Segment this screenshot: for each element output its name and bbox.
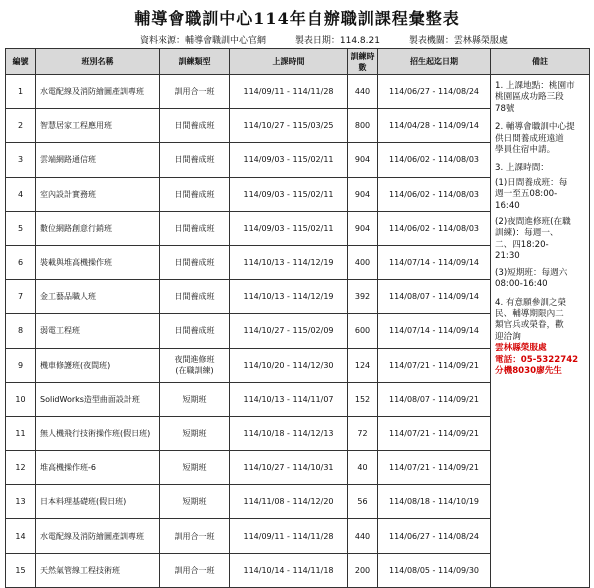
- cell-name: 金工藝品職人班: [36, 280, 160, 314]
- cell-type: 夜間進修班 (在職訓練): [160, 348, 230, 382]
- cell-signup: 114/06/27 - 114/08/24: [378, 75, 491, 109]
- cell-name: 機車修護班(夜間班): [36, 348, 160, 382]
- contact-office: 雲林縣榮服處: [495, 343, 547, 354]
- cell-type: 日間養成班: [160, 211, 230, 245]
- cell-signup: 114/06/27 - 114/08/24: [378, 519, 491, 553]
- cell-hours: 152: [348, 382, 378, 416]
- cell-no: 2: [6, 109, 36, 143]
- cell-hours: 904: [348, 177, 378, 211]
- cell-period: 114/10/13 - 114/12/19: [230, 245, 348, 279]
- cell-period: 114/10/13 - 114/11/07: [230, 382, 348, 416]
- cell-period: 114/11/08 - 114/12/20: [230, 485, 348, 519]
- cell-signup: 114/07/14 - 114/09/14: [378, 245, 491, 279]
- cell-no: 4: [6, 177, 36, 211]
- cell-no: 12: [6, 451, 36, 485]
- cell-hours: 72: [348, 416, 378, 450]
- cell-signup: 114/08/07 - 114/09/21: [378, 382, 491, 416]
- cell-no: 5: [6, 211, 36, 245]
- cell-signup: 114/06/02 - 114/08/03: [378, 211, 491, 245]
- cell-type: 日間養成班: [160, 314, 230, 348]
- cell-type: 訓用合一班: [160, 553, 230, 587]
- cell-name: SolidWorks造型曲面設計班: [36, 382, 160, 416]
- cell-signup: 114/07/21 - 114/09/21: [378, 348, 491, 382]
- contact-person: 分機8030廖先生: [495, 365, 562, 376]
- cell-period: 114/10/18 - 114/12/13: [230, 416, 348, 450]
- cell-hours: 800: [348, 109, 378, 143]
- cell-hours: 392: [348, 280, 378, 314]
- cell-name: 裝載與堆高機操作班: [36, 245, 160, 279]
- cell-type: 短期班: [160, 382, 230, 416]
- cell-period: 114/10/27 - 114/10/31: [230, 451, 348, 485]
- remark-3-1: (1)日間養成班：每 週一至五08:00- 16:40: [495, 177, 568, 211]
- cell-hours: 124: [348, 348, 378, 382]
- meta-line: [140, 33, 590, 46]
- cell-name: 無人機飛行技術操作班(假日班): [36, 416, 160, 450]
- cell-period: 114/09/03 - 115/02/11: [230, 177, 348, 211]
- remark-3: 3. 上課時間：: [495, 163, 549, 174]
- cell-hours: 440: [348, 75, 378, 109]
- cell-type: 訓用合一班: [160, 519, 230, 553]
- cell-type: 短期班: [160, 451, 230, 485]
- cell-name: 室內設計實務班: [36, 177, 160, 211]
- cell-period: 114/10/27 - 115/03/25: [230, 109, 348, 143]
- cell-type: 日間養成班: [160, 143, 230, 177]
- cell-no: 14: [6, 519, 36, 553]
- cell-no: 13: [6, 485, 36, 519]
- header-hours: 訓練時數: [348, 49, 378, 75]
- cell-type: 日間養成班: [160, 109, 230, 143]
- cell-period: 114/09/11 - 114/11/28: [230, 519, 348, 553]
- cell-period: 114/09/11 - 114/11/28: [230, 75, 348, 109]
- cell-period: 114/10/27 - 115/02/09: [230, 314, 348, 348]
- cell-no: 11: [6, 416, 36, 450]
- remark-4: 4. 有意願參訓之榮 民、輔導期限內二 類官兵或榮眷，歡 迎洽詢: [495, 297, 567, 342]
- cell-no: 6: [6, 245, 36, 279]
- header-row: [6, 49, 590, 75]
- cell-signup: 114/06/02 - 114/08/03: [378, 177, 491, 211]
- cell-signup: 114/07/21 - 114/09/21: [378, 451, 491, 485]
- cell-period: 114/10/13 - 114/12/19: [230, 280, 348, 314]
- cell-hours: 56: [348, 485, 378, 519]
- cell-signup: 114/07/21 - 114/09/21: [378, 416, 491, 450]
- cell-name: 雲端網路通信班: [36, 143, 160, 177]
- header-signup: 招生起迄日期: [378, 49, 491, 75]
- cell-hours: 400: [348, 245, 378, 279]
- cell-no: 3: [6, 143, 36, 177]
- cell-signup: 114/08/07 - 114/09/14: [378, 280, 491, 314]
- cell-type: 日間養成班: [160, 280, 230, 314]
- cell-type: 短期班: [160, 416, 230, 450]
- cell-hours: 200: [348, 553, 378, 587]
- cell-name: 天然氣管線工程技術班: [36, 553, 160, 587]
- page-title: 輔導會職訓中心114年自辦職訓課程彙整表: [134, 9, 460, 28]
- cell-name: 日本料理基礎班(假日班): [36, 485, 160, 519]
- header-type: 訓練類型: [160, 49, 230, 75]
- header-remarks: 備註: [491, 49, 590, 75]
- cell-no: 1: [6, 75, 36, 109]
- cell-type: 訓用合一班: [160, 75, 230, 109]
- cell-type: 短期班: [160, 485, 230, 519]
- cell-no: 7: [6, 280, 36, 314]
- cell-no: 9: [6, 348, 36, 382]
- cell-type: 日間養成班: [160, 177, 230, 211]
- cell-hours: 600: [348, 314, 378, 348]
- course-table: [5, 48, 590, 588]
- cell-signup: 114/04/28 - 114/09/14: [378, 109, 491, 143]
- header-no: 編號: [6, 49, 36, 75]
- cell-period: 114/10/14 - 114/11/18: [230, 553, 348, 587]
- cell-no: 15: [6, 553, 36, 587]
- cell-hours: 904: [348, 143, 378, 177]
- contact-phone: 電話：05-5322742: [495, 354, 579, 365]
- cell-name: 堆高機操作班-6: [36, 451, 160, 485]
- remark-3-2: (2)夜間進修班(在職 訓練)：每週一、 二、四18:20- 21:30: [495, 217, 571, 262]
- remarks-cell: [491, 75, 590, 588]
- cell-type: 日間養成班: [160, 245, 230, 279]
- remark-1: 1. 上課地點：桃園市 桃園區成功路三段 78號: [495, 81, 575, 114]
- cell-hours: 440: [348, 519, 378, 553]
- cell-name: 水電配線及消防繪圖產訓專班: [36, 75, 160, 109]
- cell-hours: 904: [348, 211, 378, 245]
- date-text: 製表日期：114.8.21: [294, 36, 380, 46]
- agency-text: 製表機關：雲林縣榮服處: [408, 36, 508, 46]
- cell-period: 114/10/20 - 114/12/30: [230, 348, 348, 382]
- source-text: 資料來源：輔導會職訓中心官網: [140, 36, 267, 46]
- cell-period: 114/09/03 - 115/02/11: [230, 211, 348, 245]
- cell-name: 數位網路創意行銷班: [36, 211, 160, 245]
- table-row: [6, 75, 590, 109]
- header-period: 上課時間: [230, 49, 348, 75]
- cell-signup: 114/08/18 - 114/10/19: [378, 485, 491, 519]
- cell-period: 114/09/03 - 115/02/11: [230, 143, 348, 177]
- header-name: 班別名稱: [36, 49, 160, 75]
- cell-signup: 114/06/02 - 114/08/03: [378, 143, 491, 177]
- remark-2: 2. 輔導會職訓中心提 供日間養成班遠道 學員住宿申請。: [495, 122, 575, 156]
- cell-no: 10: [6, 382, 36, 416]
- cell-no: 8: [6, 314, 36, 348]
- cell-signup: 114/07/14 - 114/09/14: [378, 314, 491, 348]
- cell-name: 智慧居家工程應用班: [36, 109, 160, 143]
- cell-signup: 114/08/05 - 114/09/30: [378, 553, 491, 587]
- cell-name: 弱電工程班: [36, 314, 160, 348]
- cell-hours: 40: [348, 451, 378, 485]
- cell-name: 水電配線及消防繪圖產訓專班: [36, 519, 160, 553]
- remark-3-3: (3)短期班：每週六 08:00-16:40: [495, 267, 568, 290]
